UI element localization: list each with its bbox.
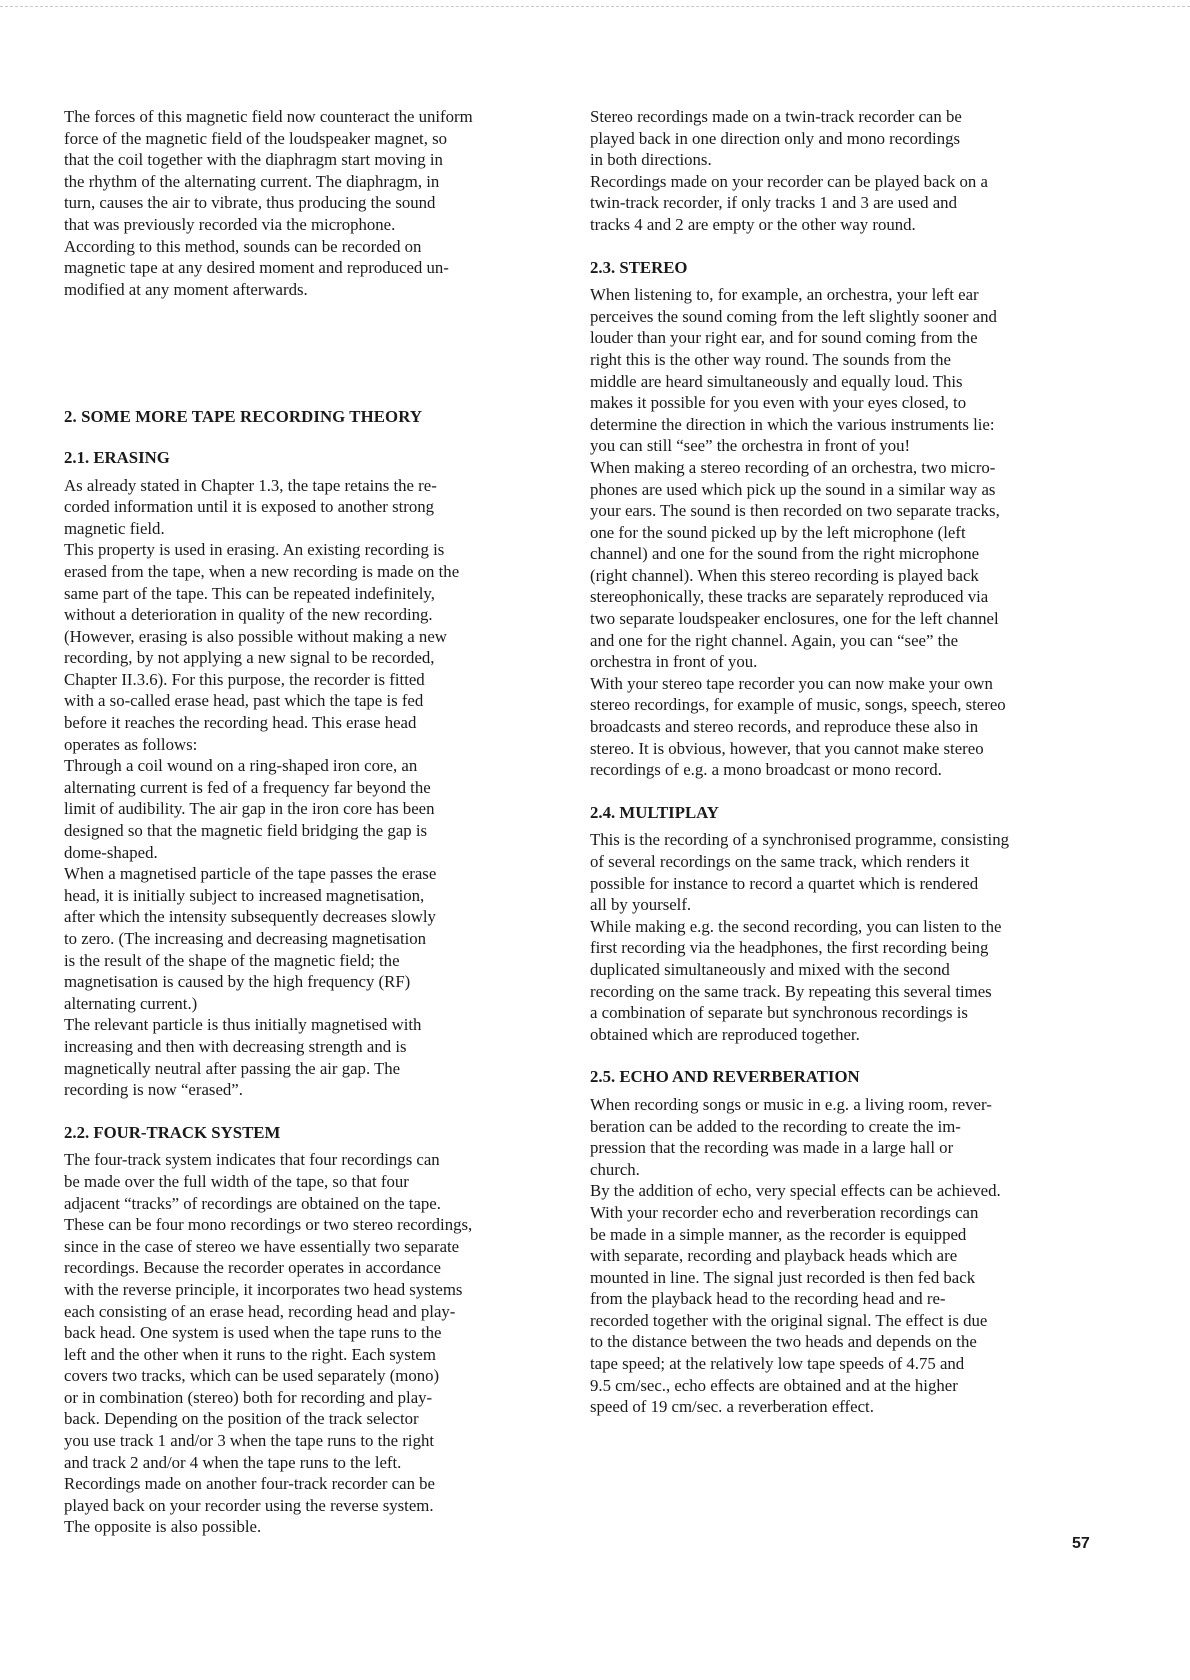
- text-line: erased from the tape, when a new recording is made on the: [64, 561, 460, 581]
- text-line: Through a coil wound on a ring-shaped iron core, an: [64, 756, 418, 776]
- text-line: each consisting of an erase head, recording head and play-: [64, 1301, 456, 1321]
- text-line: first recording via the headphones, the first recording being: [590, 938, 989, 958]
- text-line: recording on the same track. By repeating this several times: [590, 981, 992, 1001]
- text-line: tracks 4 and 2 are empty or the other way round.: [590, 214, 916, 234]
- right-column: [590, 106, 1090, 1418]
- left-column: [64, 106, 564, 1538]
- text-line: Stereo recordings made on a twin-track recorder can be: [590, 107, 962, 126]
- erasing-body: [64, 475, 564, 1101]
- text-line: with a so-called erase head, past which the tape is fed: [64, 691, 424, 711]
- text-line: When listening to, for example, an orchestra, your left ear: [590, 285, 979, 305]
- twin-track-paragraph: [590, 106, 1090, 236]
- text-line: in both directions.: [590, 150, 712, 170]
- text-line: These can be four mono recordings or two stereo recordings,: [64, 1215, 473, 1235]
- text-line: orchestra in front of you.: [590, 652, 758, 672]
- text-line: recording is now “erased”.: [64, 1080, 243, 1100]
- stereo-body: [590, 284, 1090, 781]
- text-line: possible for instance to record a quartet which is rendered: [590, 873, 979, 893]
- text-line: broadcasts and stereo records, and reproduce these also in: [590, 717, 979, 737]
- text-line: With your stereo tape recorder you can now make your own: [590, 673, 993, 693]
- text-line: before it reaches the recording head. This erase head: [64, 713, 417, 733]
- text-line: Recordings made on another four-track recorder can be: [64, 1474, 436, 1494]
- text-line: one for the sound picked up by the left microphone (left: [590, 522, 966, 542]
- text-line: stereophonically, these tracks are separately reproduced via: [590, 587, 989, 607]
- text-line: speed of 19 cm/sec. a reverberation effect.: [590, 1397, 874, 1417]
- text-line: or in combination (stereo) both for recording and play-: [64, 1387, 433, 1407]
- text-line: When making a stereo recording of an orchestra, two micro-: [590, 457, 996, 477]
- text-line: pression that the recording was made in a large hall or: [590, 1138, 954, 1158]
- text-line: obtained which are reproduced together.: [590, 1024, 860, 1044]
- text-line: louder than your right ear, and for sound coming from the: [590, 328, 978, 348]
- text-line: and track 2 and/or 4 when the tape runs to the left.: [64, 1452, 402, 1472]
- text-line: modified at any moment afterwards.: [64, 279, 308, 299]
- text-line: force of the magnetic field of the loudspeaker magnet, so: [64, 128, 448, 148]
- text-line: limit of audibility. The air gap in the iron core has been: [64, 799, 435, 819]
- text-line: By the addition of echo, very special effects can be achieved.: [590, 1181, 1001, 1201]
- text-line: Chapter II.3.6). For this purpose, the recorder is fitted: [64, 669, 425, 689]
- text-line: turn, causes the air to vibrate, thus producing the sound: [64, 193, 436, 213]
- text-line: 9.5 cm/sec., echo effects are obtained and at the higher: [590, 1375, 958, 1395]
- text-line: beration can be added to the recording to create the im-: [590, 1116, 961, 1136]
- text-line: of several recordings on the same track, which renders it: [590, 852, 970, 871]
- text-line: the rhythm of the alternating current. The diaphragm, in: [64, 171, 440, 191]
- text-line: alternating current.): [64, 993, 198, 1013]
- page-number: 57: [1072, 1535, 1090, 1552]
- text-line: designed so that the magnetic field bridging the gap is: [64, 821, 428, 841]
- text-line: your ears. The sound is then recorded on two separate tracks,: [590, 501, 1000, 521]
- text-line: corded information until it is exposed to another strong: [64, 497, 435, 517]
- four-track-heading: 2.2. FOUR-TRACK SYSTEM: [64, 1122, 281, 1142]
- text-line: with separate, recording and playback heads which are: [590, 1246, 958, 1266]
- text-line: stereo recordings, for example of music, songs, speech, stereo: [590, 695, 1006, 715]
- four-track-body: [64, 1149, 564, 1538]
- text-line: recordings. Because the recorder operates in accordance: [64, 1258, 441, 1278]
- text-line: be made over the full width of the tape, so that four: [64, 1171, 409, 1191]
- text-line: (However, erasing is also possible without making a new: [64, 626, 447, 646]
- text-line: The opposite is also possible.: [64, 1517, 262, 1537]
- text-line: adjacent “tracks” of recordings are obtained on the tape.: [64, 1193, 441, 1213]
- text-line: a combination of separate but synchronous recordings is: [590, 1003, 968, 1023]
- echo-heading: 2.5. ECHO AND REVERBERATION: [590, 1067, 860, 1087]
- text-line: The relevant particle is thus initially magnetised with: [64, 1015, 422, 1035]
- section-heading: 2. SOME MORE TAPE RECORDING THEORY: [64, 407, 423, 427]
- text-line: head, it is initially subject to increased magnetisation,: [64, 885, 425, 905]
- text-line: duplicated simultaneously and mixed with the second: [590, 959, 950, 979]
- text-line: increasing and then with decreasing strength and is: [64, 1036, 407, 1056]
- text-line: channel) and one for the sound from the right microphone: [590, 544, 980, 564]
- multiplay-heading: 2.4. MULTIPLAY: [590, 802, 719, 822]
- text-line: The forces of this magnetic field now counteract the uniform: [64, 107, 473, 126]
- text-line: mounted in line. The signal just recorded is then fed back: [590, 1267, 976, 1287]
- text-line: magnetic tape at any desired moment and reproduced un-: [64, 258, 449, 278]
- text-line: be made in a simple manner, as the recorder is equipped: [590, 1224, 967, 1244]
- text-line: played back in one direction only and mono recordings: [590, 128, 961, 148]
- intro-paragraph: [64, 106, 564, 300]
- text-line: stereo. It is obvious, however, that you cannot make stereo: [590, 738, 984, 758]
- text-line: perceives the sound coming from the left slightly sooner and: [590, 306, 997, 326]
- text-line: When recording songs or music in e.g. a living room, rever-: [590, 1094, 992, 1114]
- text-line: alternating current is fed of a frequency far beyond the: [64, 777, 431, 797]
- text-line: recorded together with the original signal. The effect is due: [590, 1310, 988, 1330]
- text-line: you use track 1 and/or 3 when the tape runs to the right: [64, 1431, 435, 1451]
- multiplay-body: [590, 829, 1090, 1045]
- text-line: While making e.g. the second recording, you can listen to the: [590, 916, 1002, 936]
- text-line: With your recorder echo and reverberation recordings can: [590, 1202, 979, 1222]
- text-line: that the coil together with the diaphragm start moving in: [64, 150, 443, 170]
- text-line: church.: [590, 1159, 640, 1179]
- text-line: tape speed; at the relatively low tape speeds of 4.75 and: [590, 1354, 965, 1374]
- text-line: When a magnetised particle of the tape passes the erase: [64, 864, 437, 884]
- text-line: right this is the other way round. The sounds from the: [590, 349, 951, 369]
- text-line: determine the direction in which the various instruments lie:: [590, 414, 995, 434]
- erasing-heading: 2.1. ERASING: [64, 447, 170, 467]
- text-line: same part of the tape. This can be repeated indefinitely,: [64, 583, 435, 603]
- text-line: Recordings made on your recorder can be played back on a: [590, 171, 988, 191]
- text-line: that was previously recorded via the microphone.: [64, 214, 396, 234]
- text-line: is the result of the shape of the magnetic field; the: [64, 950, 400, 970]
- scan-top-edge: [0, 6, 1190, 7]
- text-line: magnetic field.: [64, 518, 165, 538]
- text-line: As already stated in Chapter 1.3, the tape retains the re-: [64, 475, 437, 495]
- text-line: after which the intensity subsequently decreases slowly: [64, 907, 436, 927]
- text-line: recording, by not applying a new signal to be recorded,: [64, 648, 435, 668]
- text-line: and one for the right channel. Again, you can “see” the: [590, 630, 959, 650]
- text-line: back head. One system is used when the tape runs to the: [64, 1323, 442, 1343]
- text-line: This is the recording of a synchronised programme, consisting: [590, 830, 1009, 850]
- text-line: makes it possible for you even with your eyes closed, to: [590, 393, 967, 413]
- text-line: The four-track system indicates that four recordings can: [64, 1150, 440, 1170]
- text-line: with the reverse principle, it incorporates two head systems: [64, 1279, 463, 1299]
- stereo-heading: 2.3. STEREO: [590, 257, 688, 277]
- text-line: This property is used in erasing. An existing recording is: [64, 540, 445, 560]
- text-line: twin-track recorder, if only tracks 1 and 3 are used and: [590, 193, 957, 213]
- text-line: covers two tracks, which can be used separately (mono): [64, 1366, 440, 1386]
- text-line: According to this method, sounds can be recorded on: [64, 236, 422, 256]
- text-line: without a deterioration in quality of the new recording.: [64, 605, 433, 625]
- text-line: two separate loudspeaker enclosures, one for the left channel: [590, 609, 999, 629]
- text-line: to the distance between the two heads and depends on the: [590, 1332, 977, 1352]
- text-line: dome-shaped.: [64, 842, 158, 862]
- text-line: you can still “see” the orchestra in front of you!: [590, 436, 911, 456]
- text-line: magnetisation is caused by the high frequency (RF): [64, 972, 411, 992]
- text-line: since in the case of stereo we have essentially two separate: [64, 1236, 460, 1256]
- text-line: to zero. (The increasing and decreasing magnetisation: [64, 929, 427, 948]
- text-line: back. Depending on the position of the track selector: [64, 1409, 419, 1429]
- text-line: left and the other when it runs to the right. Each system: [64, 1344, 436, 1364]
- echo-body: [590, 1094, 1090, 1418]
- text-line: phones are used which pick up the sound in a similar way as: [590, 479, 996, 499]
- text-line: all by yourself.: [590, 895, 692, 915]
- text-line: middle are heard simultaneously and equally loud. This: [590, 371, 963, 391]
- text-line: recordings of e.g. a mono broadcast or mono record.: [590, 760, 942, 780]
- text-line: from the playback head to the recording head and re-: [590, 1289, 946, 1309]
- text-line: operates as follows:: [64, 734, 198, 754]
- text-line: played back on your recorder using the reverse system.: [64, 1495, 434, 1515]
- text-line: (right channel). When this stereo recording is played back: [590, 565, 979, 585]
- text-line: magnetically neutral after passing the air gap. The: [64, 1058, 401, 1078]
